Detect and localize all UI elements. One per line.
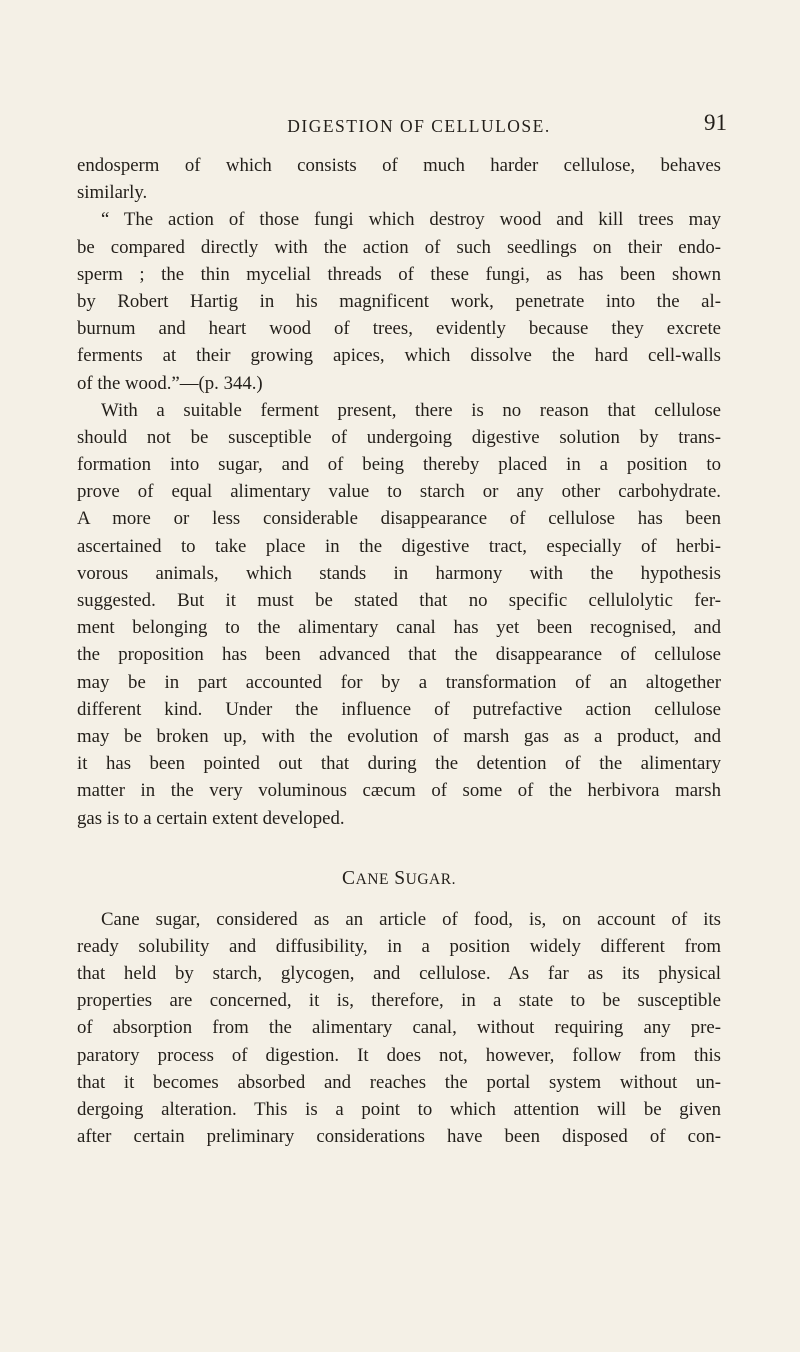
text-line: matter in the very voluminous cæcum of some of the herbivora marsh — [77, 780, 721, 802]
text-line: that held by starch, glycogen, and cellulose. As far as its physical — [77, 963, 721, 985]
body-text — [77, 152, 721, 1150]
text-line: paratory process of digestion. It does not, however, follow from this — [77, 1044, 721, 1066]
text-line: vorous animals, which stands in harmony with the hypothesis — [77, 562, 721, 584]
text-line: suggested. But it must be stated that no specific cellulolytic fer- — [77, 590, 721, 611]
text-line: formation into sugar, and of being thereby placed in a position to — [77, 454, 721, 476]
text-line: ascertained to take place in the digestive tract, especially of herbi- — [77, 535, 721, 557]
text-line: ment belonging to the alimentary canal has yet been recognised, and — [77, 617, 721, 639]
section-spacer — [77, 899, 721, 906]
running-head — [77, 110, 727, 141]
heading-initial: S — [394, 867, 406, 889]
text-line: properties are concerned, it is, therefore, in a state to be susceptible — [77, 990, 721, 1012]
text-line: may be broken up, with the evolution of marsh gas as a product, and — [77, 725, 721, 747]
page-number: 91 — [704, 110, 727, 135]
text-line: prove of equal alimentary value to starch or any other carbohydrate. — [77, 481, 721, 503]
quote-paragraph-start: “ The action of those fungi which destroy wood and kill trees may — [101, 209, 721, 231]
text-line: of the wood.”—(p. 344.) — [77, 372, 263, 394]
text-line: after certain preliminary considerations have been disposed of con- — [77, 1126, 721, 1148]
heading-small-caps: ANE — [355, 870, 389, 888]
heading-initial: C — [342, 867, 356, 889]
paragraph-start: Cane sugar, considered as an article of food, is, on account of its — [101, 908, 721, 930]
text-line: gas is to a certain extent developed. — [77, 807, 345, 829]
section-spacer — [77, 832, 721, 859]
text-line: A more or less considerable disappearance of cellulose has been — [77, 508, 721, 530]
text-line: endosperm of which consists of much harder cellulose, behaves — [77, 155, 721, 176]
text-line: that it becomes absorbed and reaches the portal system without un- — [77, 1071, 721, 1093]
running-title: DIGESTION OF CELLULOSE. — [287, 116, 551, 136]
paragraph-start: With a suitable ferment present, there is no reason that cellulose — [101, 399, 721, 421]
text-line: ferments at their growing apices, which dissolve the hard cell-walls — [77, 345, 721, 367]
text-line: burnum and heart wood of trees, evidently because they excrete — [77, 318, 721, 340]
text-line: of absorption from the alimentary canal, without requiring any pre- — [77, 1017, 721, 1039]
text-line: it has been pointed out that during the detention of the alimentary — [77, 753, 721, 775]
text-line: should not be susceptible of undergoing digestive solution by trans- — [77, 426, 721, 448]
heading-small-caps: UGAR. — [405, 870, 456, 888]
text-line: similarly. — [77, 182, 148, 204]
text-line: dergoing alteration. This is a point to which attention will be given — [77, 1099, 721, 1120]
text-line: ready solubility and diffusibility, in a position widely different from — [77, 935, 721, 957]
text-line: by Robert Hartig in his magnificent work, penetrate into the al- — [77, 290, 721, 312]
text-line: different kind. Under the influence of putrefactive action cellulose — [77, 698, 721, 720]
text-line: may be in part accounted for by a transformation of an altogether — [77, 671, 721, 693]
text-line: the proposition has been advanced that the disappearance of cellulose — [77, 644, 721, 666]
text-line: sperm ; the thin mycelial threads of these fungi, as has been shown — [77, 263, 721, 285]
text-line: be compared directly with the action of such seedlings on their endo- — [77, 236, 721, 258]
section-heading — [77, 859, 721, 899]
